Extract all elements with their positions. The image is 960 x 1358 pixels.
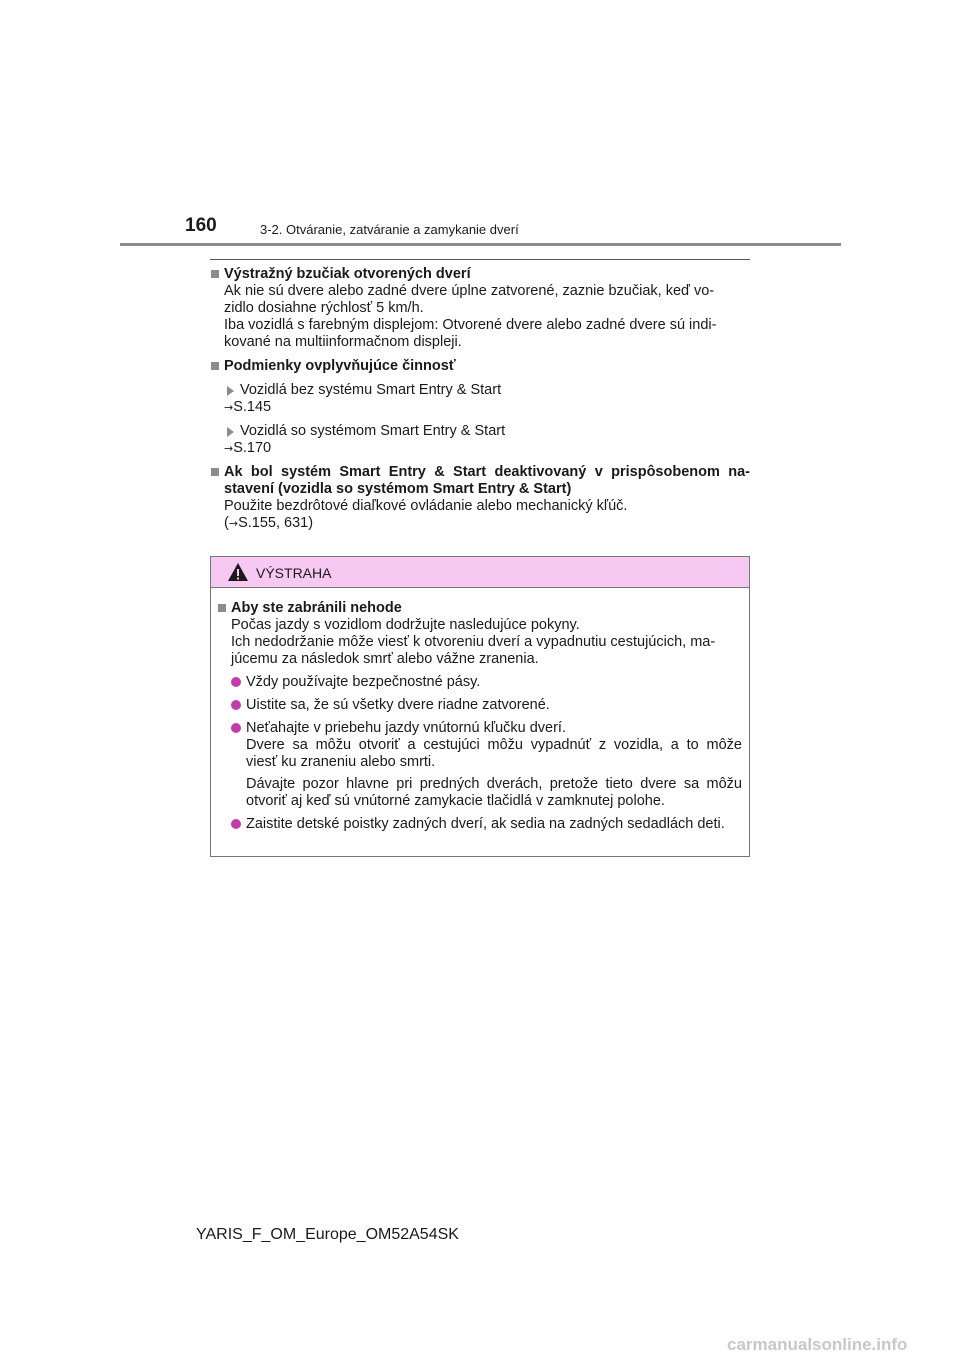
body-line: kované na multiinformačnom displeji. [224,334,462,350]
warning-bullet [217,674,742,691]
body-line: Ak nie sú dvere alebo zadné dvere úplne zatvorené, zaznie bzučiak, keď vo- [224,283,715,299]
arrow-right-icon: → [224,442,234,455]
reference-text[interactable]: S.145 [233,399,272,415]
square-bullet-icon [218,604,226,612]
section-title: 3-2. Otváranie, zatváranie a zamykanie dverí [260,222,519,237]
page-reference[interactable] [210,399,750,416]
heading-line: stavení (vozidla so systémom Smart Entry & Start) [224,481,572,497]
section-heading [224,464,750,498]
watermark: carmanualsonline.info [727,1335,908,1354]
bullet-dot-icon [231,723,241,733]
section-heading: Podmienky ovplyvňujúce činnosť [224,358,456,374]
heading-line: Ak bol systém Smart Entry & Start deaktivovaný v prispôsobenom na- [224,464,750,480]
bullet-text [246,674,742,691]
warning-header [211,557,749,588]
body-line: Ich nedodržanie môže viesť k otvoreniu dverí a vypadnutiu cestujúcich, ma- [231,634,716,650]
warning-bullet [217,697,742,714]
bullet-text [246,816,742,833]
section-heading-row [210,266,750,283]
arrow-right-icon: → [224,401,234,414]
page-header [0,0,960,250]
ref-open: ( [224,515,229,531]
bullet-text [246,720,742,771]
bullet-line: Vždy používajte bezpečnostné pásy. [246,674,481,690]
body-line: Použite bezdrôtové diaľkové ovládanie alebo mechanický kľúč. [224,498,628,514]
page-reference[interactable] [210,440,750,457]
warning-title: VÝSTRAHA [256,565,332,581]
section-smart-entry-deactivated [210,464,750,532]
warning-heading-row [217,600,742,617]
page-number: 160 [185,215,217,236]
arrow-right-icon: → [228,517,239,530]
vehicle-condition [210,382,750,399]
bullet-line: Dvere sa môžu otvoriť a cestujúci môžu vypadnúť z vozidla, a to môže [246,737,742,753]
body-line: júcemu za následok smrť alebo vážne zranenia. [231,651,539,667]
warning-box [210,556,750,857]
section-operating-conditions [210,358,750,457]
main-content [210,266,750,539]
warning-bullet [217,816,742,833]
bullet-line: Uistite sa, že sú všetky dvere riadne zatvorené. [246,697,550,713]
document-footer: YARIS_F_OM_Europe_OM52A54SK [196,1226,459,1243]
bullet-line: Zaistite detské poistky zadných dverí, ak sedia na zadných sedadlách deti. [246,816,725,832]
warning-triangle-icon [227,562,249,582]
section-heading: Výstražný bzučiak otvorených dverí [224,266,471,282]
bullet-dot-icon [231,819,241,829]
warning-bullet [217,720,742,771]
bullet-line: viesť ku zraneniu alebo smrti. [246,754,436,770]
reference-text[interactable]: S.170 [233,440,272,456]
warning-intro [217,617,742,668]
bullet-text [246,697,742,714]
square-bullet-icon [211,362,219,370]
bullet-continuation [217,776,742,810]
bullet-line: Neťahajte v priebehu jazdy vnútornú kľučku dverí. [246,720,566,736]
reference-text[interactable]: S.155, 631) [238,515,314,531]
triangle-right-icon [227,427,234,437]
triangle-right-icon [227,386,234,396]
content-divider [210,259,750,260]
vehicle-condition [210,423,750,440]
square-bullet-icon [211,468,219,476]
page-reference[interactable] [224,515,750,532]
body-line: zidlo dosiahne rýchlosť 5 km/h. [224,300,424,316]
section-body [210,283,750,351]
bullet-dot-icon [231,700,241,710]
bullet-line: Dávajte pozor hlavne pri predných dverách, pretože tieto dvere sa môžu [246,776,742,792]
section-heading-row [210,464,750,498]
bullet-dot-icon [231,677,241,687]
vehicle-label: Vozidlá bez systému Smart Entry & Start [240,382,502,398]
body-line: Počas jazdy s vozidlom dodržujte nasledujúce pokyny. [231,617,580,633]
square-bullet-icon [211,270,219,278]
vehicle-label: Vozidlá so systémom Smart Entry & Start [240,423,506,439]
body-line: Iba vozidlá s farebným displejom: Otvorené dvere alebo zadné dvere sú indi- [224,317,717,333]
section-body [210,498,750,532]
warning-heading: Aby ste zabránili nehode [231,600,402,616]
section-heading-row [210,358,750,375]
warning-body [211,588,749,833]
bullet-line: otvoriť aj keď sú vnútorné zamykacie tlačidlá v zamknutej polohe. [246,793,665,809]
header-divider [120,243,841,246]
section-door-buzzer [210,266,750,351]
